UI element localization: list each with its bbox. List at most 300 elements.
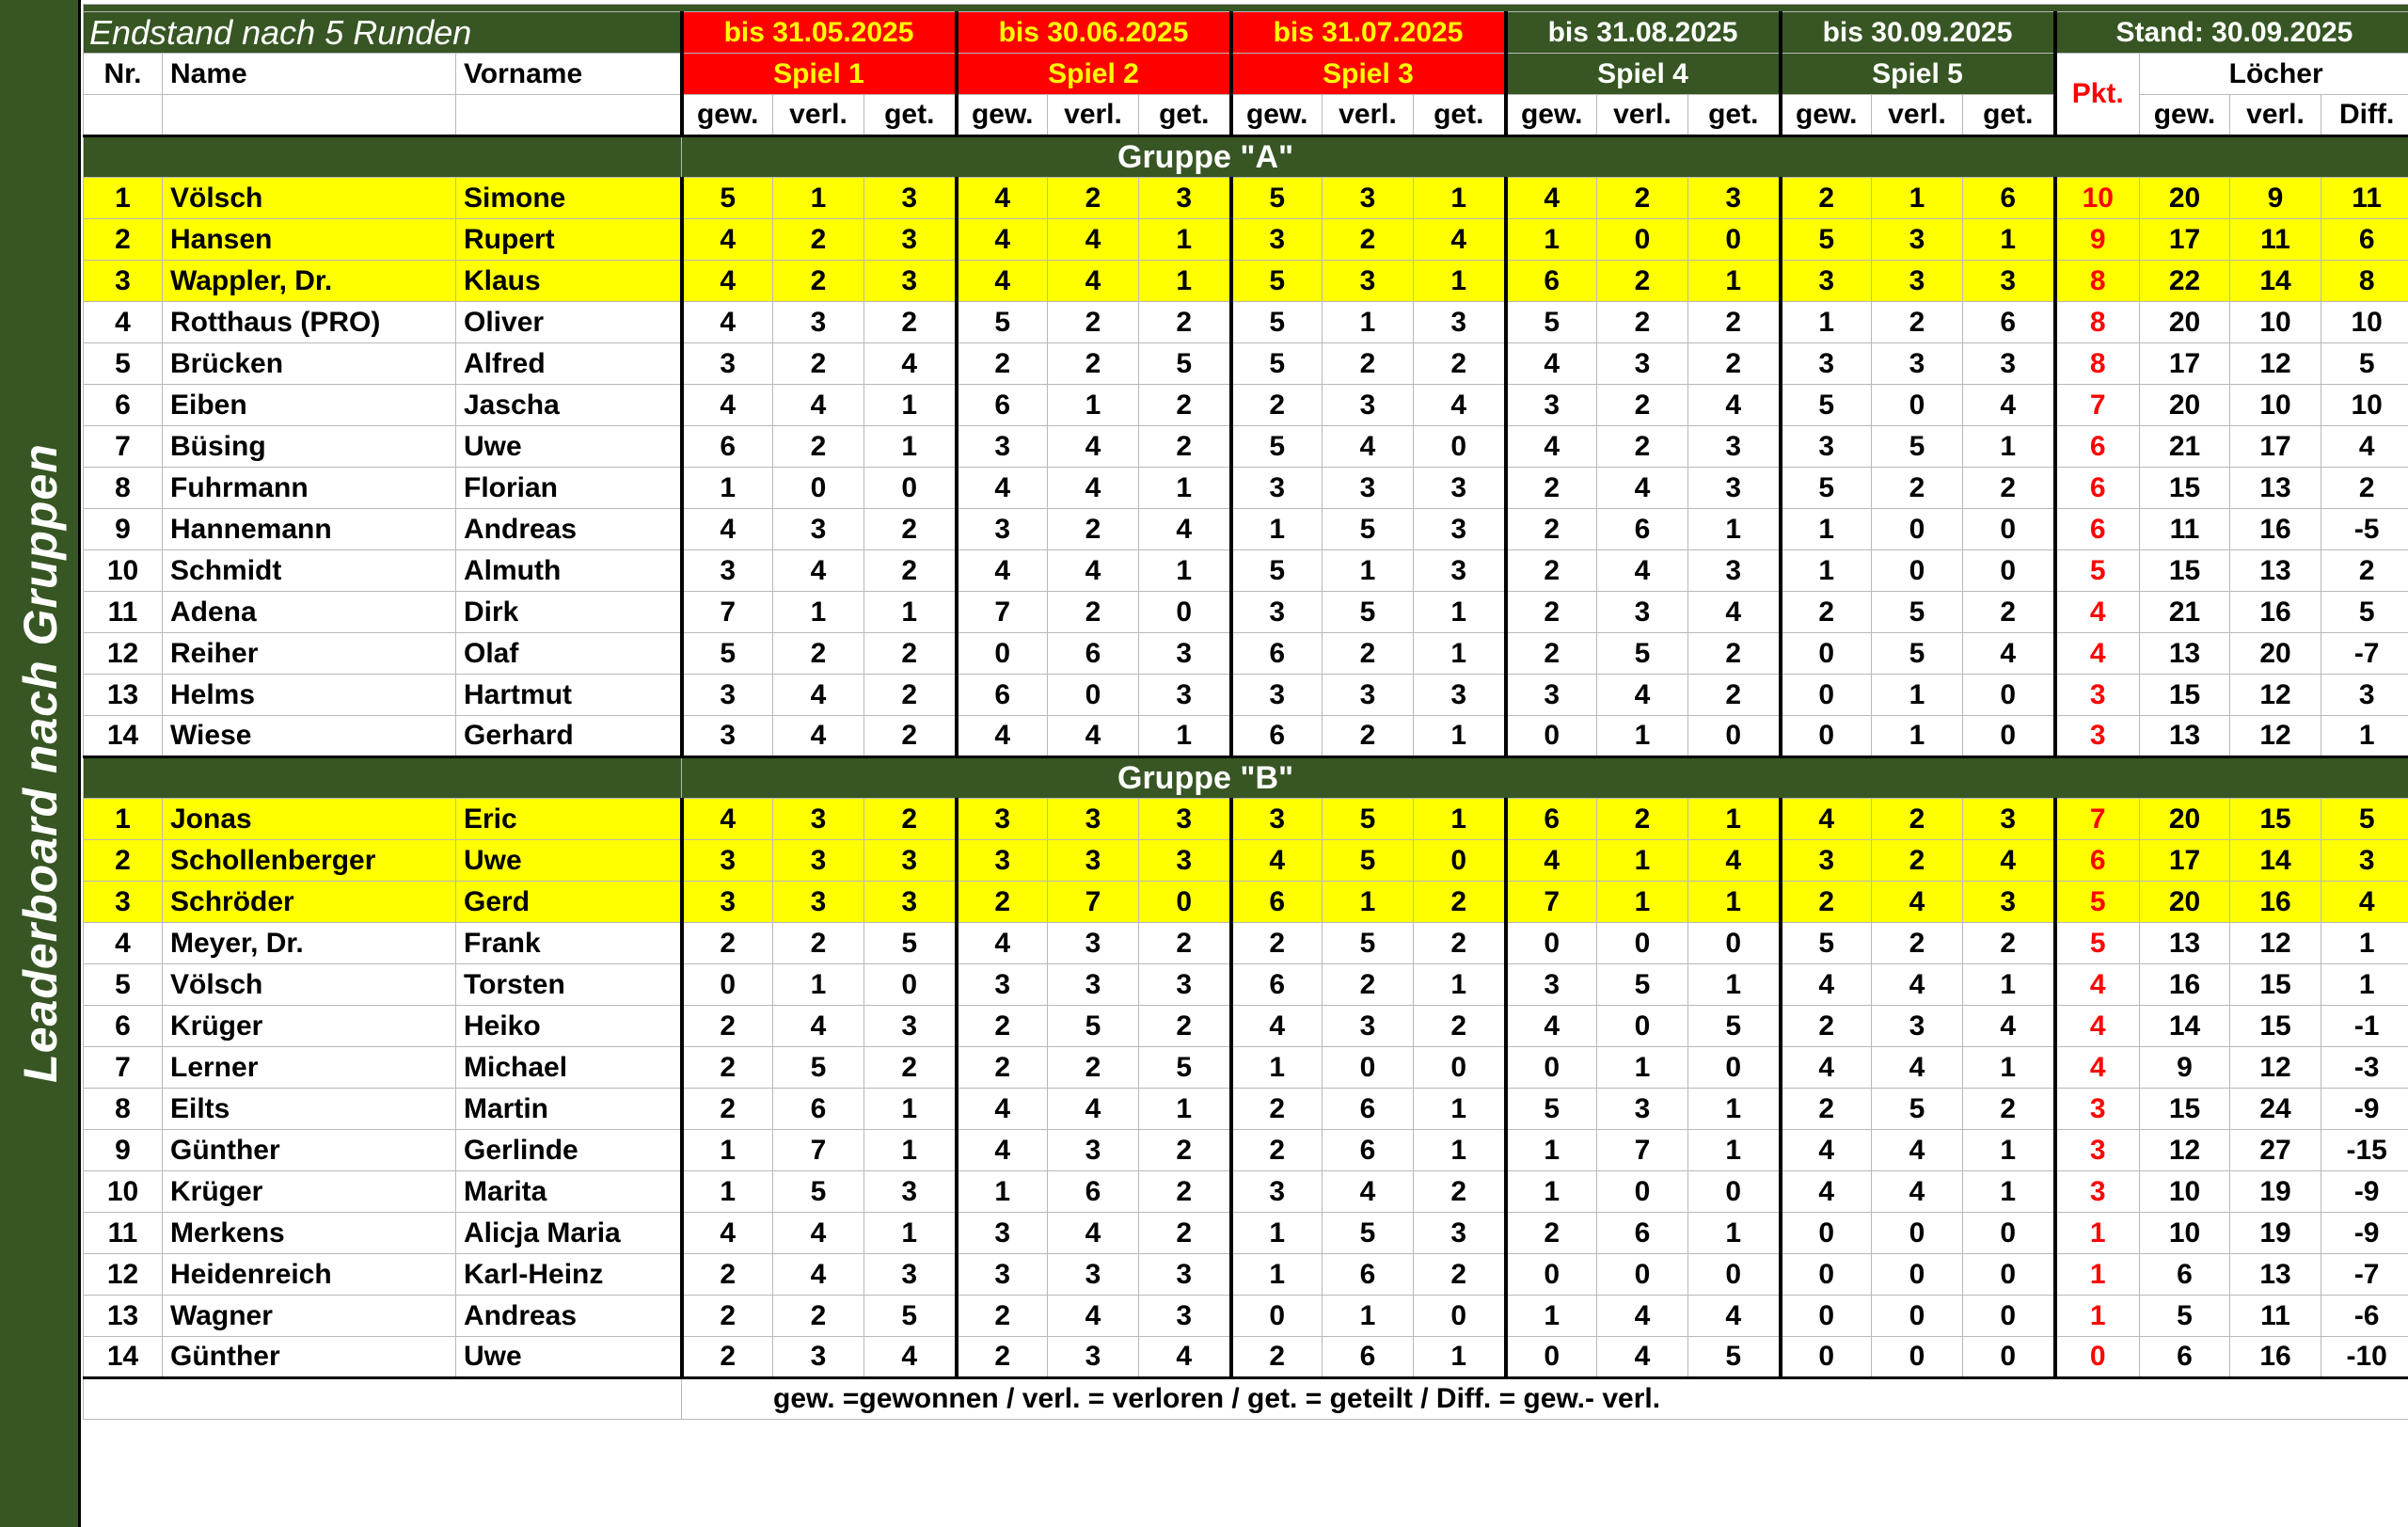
subhdr-game-2-2: get. — [1139, 95, 1231, 136]
cell-game-1-verl: 2 — [773, 426, 864, 468]
cell-name: Schröder — [163, 882, 456, 923]
cell-game-2-get: 1 — [1139, 716, 1231, 757]
cell-loecher-diff: 10 — [2321, 385, 2408, 426]
cell-game-5-gew: 5 — [1781, 468, 1872, 509]
cell-game-1-get: 2 — [864, 550, 957, 592]
cell-pkt: 8 — [2055, 302, 2140, 343]
cell-game-5-get: 1 — [1963, 219, 2055, 261]
cell-game-2-gew: 4 — [957, 1130, 1048, 1171]
cell-nr: 7 — [84, 1047, 163, 1089]
subhdr-blank-name — [163, 95, 456, 136]
cell-game-3-get: 1 — [1414, 716, 1506, 757]
cell-pkt: 4 — [2055, 1047, 2140, 1089]
cell-game-4-gew: 0 — [1506, 1337, 1597, 1378]
cell-vorname: Olaf — [456, 633, 682, 675]
cell-game-3-get: 1 — [1414, 261, 1506, 302]
cell-game-4-get: 0 — [1688, 923, 1781, 964]
cell-game-4-verl: 2 — [1597, 799, 1688, 840]
cell-game-3-verl: 1 — [1323, 882, 1414, 923]
cell-game-2-verl: 4 — [1048, 716, 1139, 757]
cell-game-3-get: 1 — [1414, 1337, 1506, 1378]
cell-game-2-gew: 1 — [957, 1171, 1048, 1213]
cell-loecher-diff: -7 — [2321, 1254, 2408, 1296]
cell-game-2-verl: 6 — [1048, 1171, 1139, 1213]
cell-game-4-get: 4 — [1688, 385, 1781, 426]
cell-loecher-diff: -9 — [2321, 1089, 2408, 1130]
cell-game-5-verl: 1 — [1872, 675, 1963, 716]
cell-loecher-verl: 12 — [2230, 343, 2321, 385]
cell-loecher-diff: 11 — [2321, 178, 2408, 219]
cell-game-3-gew: 5 — [1231, 550, 1323, 592]
cell-loecher-verl: 13 — [2230, 468, 2321, 509]
subhdr-loecher-0: gew. — [2140, 95, 2230, 136]
cell-loecher-verl: 14 — [2230, 840, 2321, 882]
cell-vorname: Simone — [456, 178, 682, 219]
cell-game-2-get: 0 — [1139, 592, 1231, 633]
cell-loecher-gew: 15 — [2140, 468, 2230, 509]
group-title-text: Gruppe "A" — [1117, 138, 1294, 175]
cell-loecher-diff: 2 — [2321, 468, 2408, 509]
cell-loecher-verl: 16 — [2230, 1337, 2321, 1378]
cell-game-2-get: 3 — [1139, 1254, 1231, 1296]
cell-game-2-get: 1 — [1139, 261, 1231, 302]
cell-game-4-get: 0 — [1688, 219, 1781, 261]
cell-game-1-verl: 4 — [773, 1213, 864, 1254]
cell-game-5-verl: 0 — [1872, 550, 1963, 592]
cell-game-3-verl: 6 — [1323, 1337, 1414, 1378]
table-row — [84, 385, 2408, 426]
cell-game-4-verl: 2 — [1597, 261, 1688, 302]
cell-game-4-gew: 6 — [1506, 799, 1597, 840]
cell-loecher-diff: -1 — [2321, 1006, 2408, 1047]
cell-game-4-gew: 0 — [1506, 716, 1597, 757]
cell-game-4-get: 1 — [1688, 1130, 1781, 1171]
cell-game-4-get: 2 — [1688, 633, 1781, 675]
cell-game-4-get: 1 — [1688, 509, 1781, 550]
cell-game-2-gew: 3 — [957, 426, 1048, 468]
cell-game-1-gew: 4 — [682, 385, 773, 426]
cell-name: Wagner — [163, 1296, 456, 1337]
cell-game-4-verl: 7 — [1597, 1130, 1688, 1171]
cell-loecher-verl: 16 — [2230, 882, 2321, 923]
cell-game-3-verl: 3 — [1323, 385, 1414, 426]
cell-vorname: Jascha — [456, 385, 682, 426]
cell-game-3-verl: 4 — [1323, 426, 1414, 468]
cell-game-4-gew: 7 — [1506, 882, 1597, 923]
cell-game-4-gew: 4 — [1506, 1006, 1597, 1047]
cell-game-2-verl: 4 — [1048, 550, 1139, 592]
cell-loecher-gew: 11 — [2140, 509, 2230, 550]
cell-game-1-verl: 4 — [773, 1006, 864, 1047]
cell-game-2-gew: 6 — [957, 385, 1048, 426]
cell-game-5-gew: 0 — [1781, 1296, 1872, 1337]
cell-game-5-gew: 4 — [1781, 1171, 1872, 1213]
cell-vorname: Florian — [456, 468, 682, 509]
cell-game-2-get: 3 — [1139, 675, 1231, 716]
table-row — [84, 302, 2408, 343]
cell-game-2-get: 4 — [1139, 509, 1231, 550]
cell-game-4-verl: 0 — [1597, 1254, 1688, 1296]
cell-game-1-verl: 2 — [773, 1296, 864, 1337]
subhdr-game-5-1: verl. — [1872, 95, 1963, 136]
cell-game-1-verl: 4 — [773, 385, 864, 426]
cell-game-3-gew: 1 — [1231, 1047, 1323, 1089]
cell-vorname: Gerd — [456, 882, 682, 923]
cell-nr: 14 — [84, 1337, 163, 1378]
cell-game-5-verl: 4 — [1872, 964, 1963, 1006]
cell-game-4-gew: 2 — [1506, 633, 1597, 675]
cell-loecher-gew: 9 — [2140, 1047, 2230, 1089]
table-row — [84, 1130, 2408, 1171]
cell-nr: 14 — [84, 716, 163, 757]
cell-game-2-verl: 2 — [1048, 178, 1139, 219]
cell-game-5-get: 3 — [1963, 343, 2055, 385]
cell-game-4-verl: 5 — [1597, 633, 1688, 675]
cell-game-2-gew: 2 — [957, 1006, 1048, 1047]
table-row — [84, 592, 2408, 633]
cell-game-5-gew: 0 — [1781, 633, 1872, 675]
cell-game-3-gew: 1 — [1231, 1213, 1323, 1254]
cell-game-4-verl: 3 — [1597, 343, 1688, 385]
page-title: Endstand nach 5 Runden — [84, 12, 682, 54]
table-row — [84, 799, 2408, 840]
cell-game-4-verl: 2 — [1597, 426, 1688, 468]
cell-nr: 3 — [84, 261, 163, 302]
table-row — [84, 882, 2408, 923]
cell-game-1-verl: 3 — [773, 1337, 864, 1378]
cell-game-3-get: 1 — [1414, 633, 1506, 675]
cell-loecher-gew: 15 — [2140, 550, 2230, 592]
col-nr-header: Nr. — [84, 54, 163, 95]
cell-game-5-get: 0 — [1963, 1254, 2055, 1296]
cell-game-5-get: 3 — [1963, 799, 2055, 840]
cell-name: Adena — [163, 592, 456, 633]
cell-game-3-verl: 6 — [1323, 1254, 1414, 1296]
cell-game-2-get: 1 — [1139, 219, 1231, 261]
footer-spacer — [84, 1378, 682, 1420]
cell-vorname: Klaus — [456, 261, 682, 302]
cell-game-1-verl: 4 — [773, 716, 864, 757]
cell-game-3-gew: 3 — [1231, 675, 1323, 716]
cell-game-5-gew: 0 — [1781, 675, 1872, 716]
cell-game-3-verl: 0 — [1323, 1047, 1414, 1089]
cell-name: Jonas — [163, 799, 456, 840]
table-row — [84, 343, 2408, 385]
cell-game-3-gew: 2 — [1231, 385, 1323, 426]
cell-game-1-gew: 2 — [682, 1337, 773, 1378]
cell-game-1-verl: 4 — [773, 675, 864, 716]
cell-loecher-verl: 15 — [2230, 1006, 2321, 1047]
cell-game-2-get: 2 — [1139, 1171, 1231, 1213]
cell-vorname: Uwe — [456, 840, 682, 882]
cell-game-2-gew: 0 — [957, 633, 1048, 675]
cell-game-1-gew: 1 — [682, 1171, 773, 1213]
table-row — [84, 261, 2408, 302]
cell-game-3-verl: 1 — [1323, 302, 1414, 343]
cell-game-3-verl: 2 — [1323, 633, 1414, 675]
cell-game-4-verl: 4 — [1597, 1296, 1688, 1337]
cell-pkt: 8 — [2055, 261, 2140, 302]
cell-game-5-gew: 3 — [1781, 426, 1872, 468]
cell-game-1-get: 3 — [864, 219, 957, 261]
cell-game-1-get: 0 — [864, 468, 957, 509]
table-body — [84, 5, 2408, 1420]
cell-pkt: 3 — [2055, 1130, 2140, 1171]
cell-game-5-verl: 1 — [1872, 178, 1963, 219]
subhdr-game-1-0: gew. — [682, 95, 773, 136]
cell-game-2-verl: 3 — [1048, 799, 1139, 840]
cell-name: Büsing — [163, 426, 456, 468]
table-row — [84, 178, 2408, 219]
table-row — [84, 633, 2408, 675]
cell-game-1-verl: 0 — [773, 468, 864, 509]
cell-loecher-gew: 20 — [2140, 799, 2230, 840]
cell-game-3-verl: 3 — [1323, 1006, 1414, 1047]
cell-name: Lerner — [163, 1047, 456, 1089]
cell-game-5-gew: 4 — [1781, 964, 1872, 1006]
cell-game-3-verl: 2 — [1323, 716, 1414, 757]
cell-game-1-verl: 2 — [773, 261, 864, 302]
cell-game-2-gew: 4 — [957, 261, 1048, 302]
cell-game-2-get: 1 — [1139, 550, 1231, 592]
cell-game-3-gew: 1 — [1231, 1254, 1323, 1296]
subhdr-game-5-0: gew. — [1781, 95, 1872, 136]
cell-nr: 8 — [84, 1089, 163, 1130]
cell-game-4-get: 3 — [1688, 550, 1781, 592]
cell-game-4-verl: 1 — [1597, 882, 1688, 923]
cell-name: Völsch — [163, 964, 456, 1006]
cell-loecher-verl: 10 — [2230, 385, 2321, 426]
table-row — [84, 426, 2408, 468]
cell-name: Wappler, Dr. — [163, 261, 456, 302]
cell-name: Heidenreich — [163, 1254, 456, 1296]
cell-game-5-gew: 1 — [1781, 550, 1872, 592]
cell-game-5-get: 0 — [1963, 1296, 2055, 1337]
cell-game-5-get: 2 — [1963, 923, 2055, 964]
cell-game-2-gew: 4 — [957, 219, 1048, 261]
loecher-header: Löcher — [2140, 54, 2408, 95]
cell-loecher-gew: 13 — [2140, 923, 2230, 964]
table-row — [84, 840, 2408, 882]
cell-game-2-verl: 2 — [1048, 509, 1139, 550]
period-3: bis 31.07.2025 — [1231, 12, 1506, 54]
cell-name: Wiese — [163, 716, 456, 757]
cell-pkt: 3 — [2055, 1089, 2140, 1130]
cell-nr: 5 — [84, 343, 163, 385]
cell-game-2-gew: 2 — [957, 1337, 1048, 1378]
cell-game-5-get: 6 — [1963, 302, 2055, 343]
cell-game-1-verl: 2 — [773, 219, 864, 261]
subhdr-game-3-0: gew. — [1231, 95, 1323, 136]
cell-game-5-gew: 4 — [1781, 1047, 1872, 1089]
cell-loecher-gew: 20 — [2140, 385, 2230, 426]
cell-game-5-verl: 5 — [1872, 1089, 1963, 1130]
cell-game-3-gew: 5 — [1231, 343, 1323, 385]
cell-vorname: Dirk — [456, 592, 682, 633]
footer-legend: gew. =gewonnen / verl. = verloren / get. = geteilt / Diff. = gew.- verl. — [682, 1378, 2408, 1420]
cell-game-3-verl: 2 — [1323, 219, 1414, 261]
cell-nr: 6 — [84, 1006, 163, 1047]
cell-game-4-get: 5 — [1688, 1006, 1781, 1047]
cell-loecher-diff: 10 — [2321, 302, 2408, 343]
table-row — [84, 1006, 2408, 1047]
cell-game-3-get: 2 — [1414, 1171, 1506, 1213]
cell-game-3-get: 2 — [1414, 1254, 1506, 1296]
subhdr-game-4-0: gew. — [1506, 95, 1597, 136]
cell-nr: 9 — [84, 1130, 163, 1171]
cell-game-5-verl: 3 — [1872, 1006, 1963, 1047]
cell-game-2-gew: 6 — [957, 675, 1048, 716]
cell-pkt: 8 — [2055, 343, 2140, 385]
cell-game-5-verl: 4 — [1872, 1130, 1963, 1171]
cell-game-1-get: 2 — [864, 633, 957, 675]
cell-game-1-gew: 4 — [682, 219, 773, 261]
subhdr-blank-vorname — [456, 95, 682, 136]
table-row — [84, 1089, 2408, 1130]
game-4-header: Spiel 4 — [1506, 54, 1781, 95]
cell-game-3-verl: 3 — [1323, 178, 1414, 219]
cell-game-3-verl: 6 — [1323, 1130, 1414, 1171]
cell-game-3-verl: 5 — [1323, 799, 1414, 840]
cell-game-3-get: 2 — [1414, 1006, 1506, 1047]
game-2-header: Spiel 2 — [957, 54, 1231, 95]
cell-game-5-gew: 3 — [1781, 343, 1872, 385]
cell-loecher-verl: 19 — [2230, 1213, 2321, 1254]
cell-game-3-gew: 3 — [1231, 1171, 1323, 1213]
cell-game-4-gew: 1 — [1506, 1130, 1597, 1171]
cell-game-1-get: 2 — [864, 799, 957, 840]
game-1-header: Spiel 1 — [682, 54, 957, 95]
cell-game-1-gew: 2 — [682, 923, 773, 964]
group-title — [682, 136, 2408, 178]
cell-game-4-get: 0 — [1688, 716, 1781, 757]
cell-loecher-diff: 5 — [2321, 592, 2408, 633]
cell-vorname: Alicja Maria — [456, 1213, 682, 1254]
cell-loecher-diff: 5 — [2321, 799, 2408, 840]
subhdr-game-5-2: get. — [1963, 95, 2055, 136]
cell-game-2-gew: 3 — [957, 1254, 1048, 1296]
cell-game-3-gew: 3 — [1231, 468, 1323, 509]
cell-game-3-get: 3 — [1414, 1213, 1506, 1254]
cell-vorname: Alfred — [456, 343, 682, 385]
cell-game-4-get: 0 — [1688, 1047, 1781, 1089]
cell-game-5-get: 0 — [1963, 675, 2055, 716]
cell-vorname: Uwe — [456, 426, 682, 468]
cell-game-5-get: 1 — [1963, 1171, 2055, 1213]
cell-game-4-get: 3 — [1688, 178, 1781, 219]
cell-game-3-get: 1 — [1414, 1089, 1506, 1130]
cell-game-1-get: 2 — [864, 509, 957, 550]
col-vorname-header: Vorname — [456, 54, 682, 95]
cell-vorname: Heiko — [456, 1006, 682, 1047]
cell-game-3-gew: 5 — [1231, 178, 1323, 219]
cell-game-1-verl: 2 — [773, 633, 864, 675]
table-row — [84, 1047, 2408, 1089]
cell-game-1-get: 3 — [864, 261, 957, 302]
cell-loecher-diff: 2 — [2321, 550, 2408, 592]
cell-game-5-gew: 0 — [1781, 1213, 1872, 1254]
cell-game-4-get: 4 — [1688, 840, 1781, 882]
cell-game-2-gew: 3 — [957, 840, 1048, 882]
top-strip — [84, 5, 2408, 12]
cell-game-1-verl: 5 — [773, 1047, 864, 1089]
cell-game-3-get: 1 — [1414, 1130, 1506, 1171]
footer-row — [84, 1378, 2408, 1420]
cell-game-2-gew: 4 — [957, 716, 1048, 757]
header-row-games — [84, 54, 2408, 95]
cell-game-3-gew: 2 — [1231, 923, 1323, 964]
cell-game-1-verl: 3 — [773, 509, 864, 550]
cell-name: Hannemann — [163, 509, 456, 550]
cell-game-5-gew: 2 — [1781, 1006, 1872, 1047]
cell-game-2-verl: 2 — [1048, 592, 1139, 633]
cell-game-4-get: 4 — [1688, 592, 1781, 633]
cell-game-2-verl: 1 — [1048, 385, 1139, 426]
group-header-spacer — [84, 136, 682, 178]
cell-game-1-get: 3 — [864, 1254, 957, 1296]
table-row — [84, 964, 2408, 1006]
cell-loecher-diff: -7 — [2321, 633, 2408, 675]
cell-loecher-diff: -10 — [2321, 1337, 2408, 1378]
cell-game-4-gew: 4 — [1506, 178, 1597, 219]
cell-game-1-get: 4 — [864, 1337, 957, 1378]
cell-game-3-get: 3 — [1414, 468, 1506, 509]
cell-loecher-gew: 12 — [2140, 1130, 2230, 1171]
cell-game-1-gew: 3 — [682, 343, 773, 385]
cell-game-1-get: 2 — [864, 675, 957, 716]
cell-pkt: 5 — [2055, 882, 2140, 923]
cell-game-4-gew: 4 — [1506, 840, 1597, 882]
cell-loecher-verl: 24 — [2230, 1089, 2321, 1130]
cell-game-2-verl: 3 — [1048, 840, 1139, 882]
cell-game-5-verl: 3 — [1872, 343, 1963, 385]
cell-game-1-verl: 1 — [773, 592, 864, 633]
cell-game-2-verl: 4 — [1048, 426, 1139, 468]
cell-game-5-get: 1 — [1963, 426, 2055, 468]
subhdr-game-1-1: verl. — [773, 95, 864, 136]
cell-name: Meyer, Dr. — [163, 923, 456, 964]
cell-pkt: 6 — [2055, 840, 2140, 882]
cell-pkt: 3 — [2055, 716, 2140, 757]
cell-game-2-gew: 4 — [957, 923, 1048, 964]
cell-game-4-verl: 0 — [1597, 219, 1688, 261]
cell-game-4-get: 1 — [1688, 799, 1781, 840]
subhdr-game-3-1: verl. — [1323, 95, 1414, 136]
cell-game-3-get: 4 — [1414, 385, 1506, 426]
cell-game-4-get: 2 — [1688, 343, 1781, 385]
cell-game-2-verl: 2 — [1048, 1047, 1139, 1089]
cell-game-5-get: 1 — [1963, 1047, 2055, 1089]
cell-loecher-gew: 15 — [2140, 1089, 2230, 1130]
cell-vorname: Andreas — [456, 1296, 682, 1337]
cell-name: Schmidt — [163, 550, 456, 592]
cell-game-2-get: 2 — [1139, 923, 1231, 964]
cell-game-4-gew: 2 — [1506, 509, 1597, 550]
cell-game-3-get: 0 — [1414, 840, 1506, 882]
cell-loecher-gew: 10 — [2140, 1171, 2230, 1213]
cell-game-5-get: 1 — [1963, 964, 2055, 1006]
cell-game-4-verl: 4 — [1597, 468, 1688, 509]
cell-game-1-get: 2 — [864, 716, 957, 757]
cell-nr: 13 — [84, 675, 163, 716]
cell-game-4-verl: 4 — [1597, 1337, 1688, 1378]
cell-game-3-verl: 6 — [1323, 1089, 1414, 1130]
cell-game-2-verl: 4 — [1048, 468, 1139, 509]
cell-vorname: Hartmut — [456, 675, 682, 716]
cell-game-2-verl: 4 — [1048, 1213, 1139, 1254]
cell-name: Reiher — [163, 633, 456, 675]
table-row — [84, 716, 2408, 757]
